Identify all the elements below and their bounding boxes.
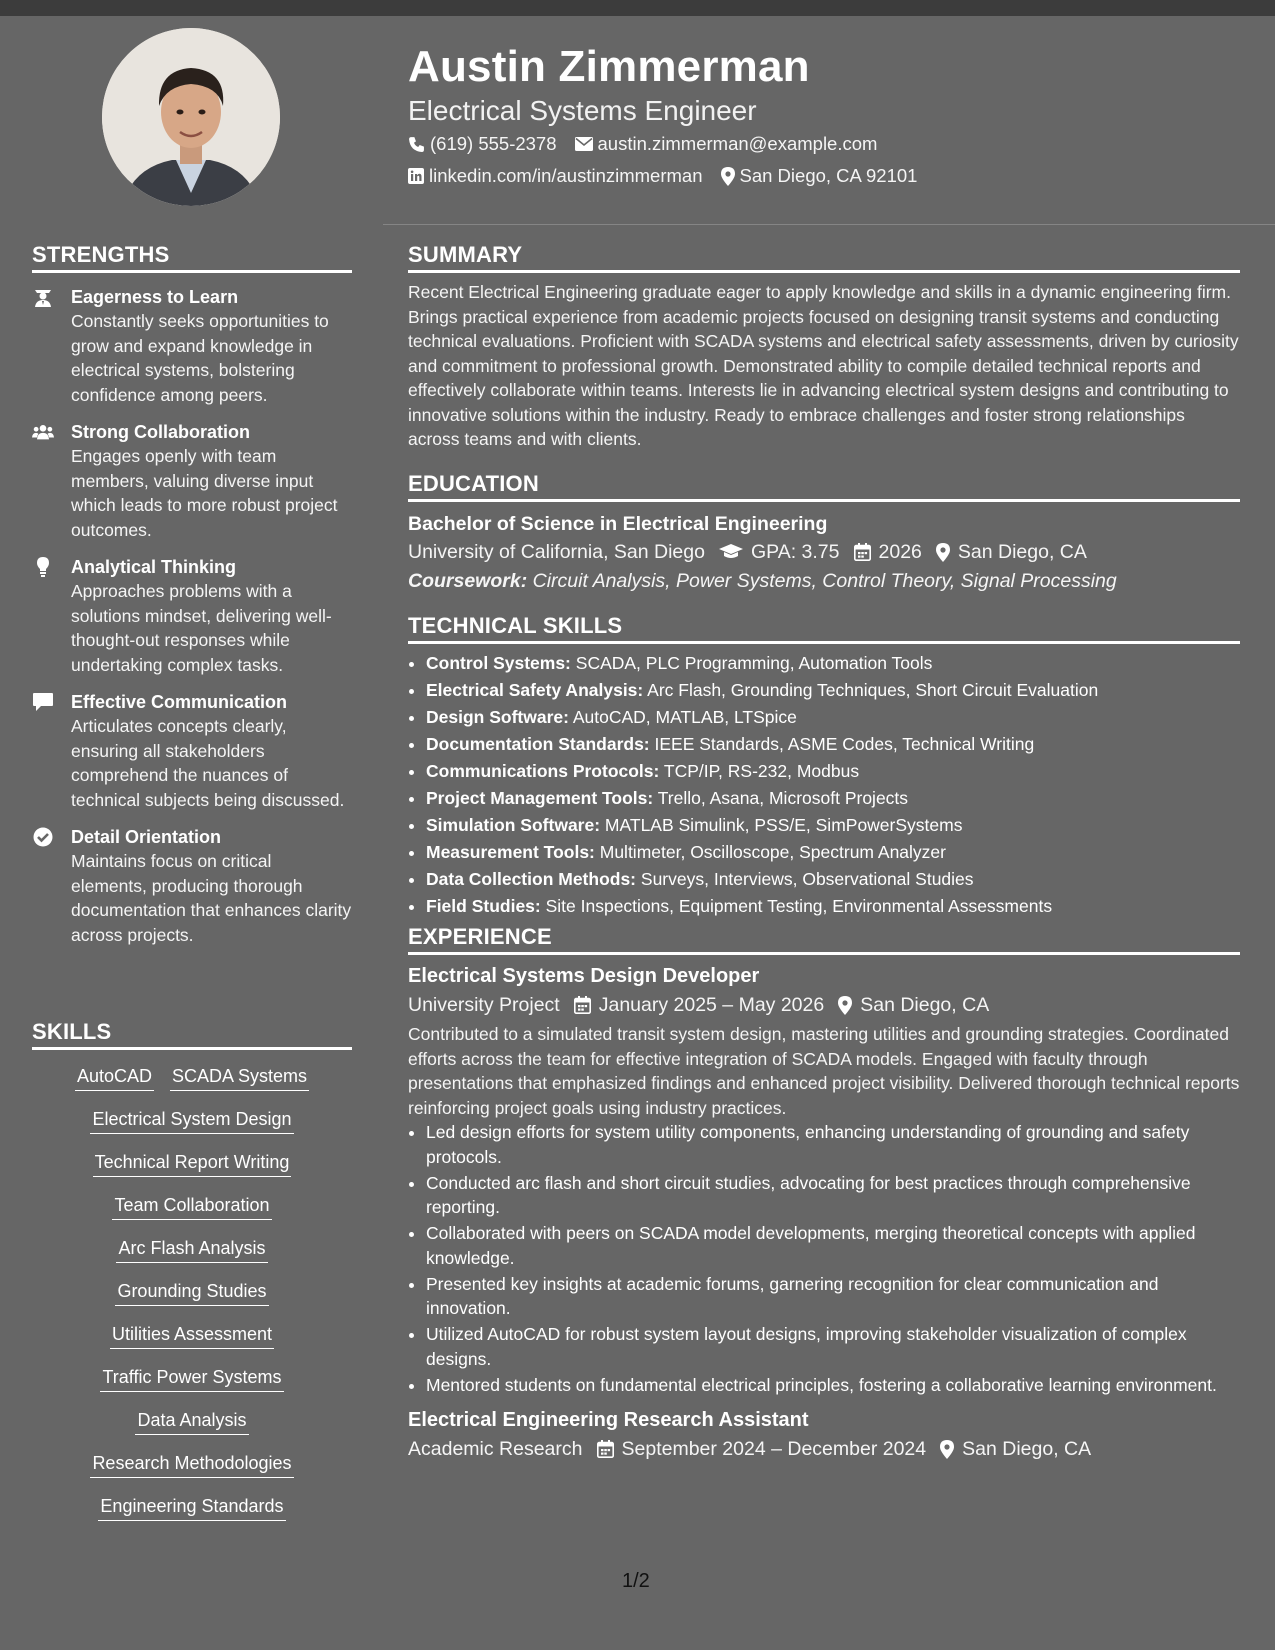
skill-values: Surveys, Interviews, Observational Studies xyxy=(640,869,974,889)
job-title: Electrical Systems Design Developer xyxy=(408,965,760,987)
skill-category: Simulation Software: xyxy=(426,815,601,835)
job-title: Electrical Systems Engineer xyxy=(408,95,757,126)
strength-title: Eagerness to Learn xyxy=(71,287,239,307)
education-location: San Diego, CA xyxy=(957,541,1087,563)
list-item xyxy=(426,812,1240,839)
technical-skills-section xyxy=(408,613,1240,920)
strength-desc: Maintains focus on critical elements, producing thorough documentation that enhances clarity across projects. xyxy=(71,851,352,945)
map-marker-icon xyxy=(721,167,735,186)
location-text: San Diego, CA 92101 xyxy=(739,165,918,186)
technical-skills-list xyxy=(408,650,1240,920)
map-marker-icon xyxy=(838,996,852,1015)
list-item xyxy=(426,650,1240,677)
contact-row-2 xyxy=(408,165,935,187)
skill-category: Measurement Tools: xyxy=(426,842,595,862)
skill-category: Communications Protocols: xyxy=(426,761,660,781)
job-location: San Diego, CA xyxy=(962,1438,1092,1460)
list-item xyxy=(426,893,1240,920)
map-marker-icon xyxy=(940,1440,954,1459)
strength-desc: Constantly seeks opportunities to grow and expand knowledge in electrical systems, bolstering confidence among peers. xyxy=(71,311,329,405)
job-summary: Contributed to a simulated transit system design, mastering utilities and grounding strategies. Coordinated efforts across the team for effective integration of SCADA models. Engaged with faculty through presentations that emphasized findings and enhanced project visibility. Delivered thorough technical reports reinforcing project goals using industry practices. xyxy=(408,1024,1240,1118)
list-item: • Collaborated with peers on SCADA model developments, merging theoretical concepts with applied knowledge. xyxy=(426,1221,1240,1270)
strengths-section xyxy=(32,242,352,947)
phone-contact xyxy=(408,133,557,155)
strength-item xyxy=(32,825,352,947)
comment-icon xyxy=(32,692,54,712)
skill-values: SCADA, PLC Programming, Automation Tools xyxy=(575,653,933,673)
education-meta xyxy=(408,538,1240,566)
skill-values: IEEE Standards, ASME Codes, Technical Writing xyxy=(654,734,1035,754)
summary-section xyxy=(408,242,1240,452)
skill-values: Arc Flash, Grounding Techniques, Short Circuit Evaluation xyxy=(647,680,1099,700)
skill-chip: Technical Report Writing xyxy=(93,1151,292,1177)
skill-category: Project Management Tools: xyxy=(426,788,654,808)
coursework-line xyxy=(408,566,1240,596)
skill-chip: AutoCAD xyxy=(75,1065,154,1091)
job-org: Academic Research xyxy=(408,1438,583,1460)
strength-title: Strong Collaboration xyxy=(71,422,250,442)
skill-chip: Traffic Power Systems xyxy=(100,1366,283,1392)
education-section xyxy=(408,471,1240,596)
skill-chip: Team Collaboration xyxy=(112,1194,271,1220)
graduate-icon xyxy=(32,287,54,307)
skill-category: Field Studies: xyxy=(426,896,541,916)
users-icon xyxy=(32,422,54,442)
graduation-cap-icon xyxy=(719,544,743,560)
list-item xyxy=(426,839,1240,866)
graduation-year: 2026 xyxy=(878,541,922,563)
job-entry xyxy=(408,963,1240,1397)
strength-title: Effective Communication xyxy=(71,692,288,712)
education-heading: EDUCATION xyxy=(408,471,1240,502)
list-item xyxy=(426,785,1240,812)
list-item xyxy=(426,677,1240,704)
skill-chip: Arc Flash Analysis xyxy=(116,1237,267,1263)
list-item: • Led design efforts for system utility components, enhancing understanding of grounding and safety protocols. xyxy=(426,1120,1240,1169)
gpa-text: GPA: 3.75 xyxy=(750,541,840,563)
check-circle-icon xyxy=(32,827,54,847)
strength-desc: Articulates concepts clearly, ensuring all stakeholders comprehend the nuances of technical subjects being discussed. xyxy=(71,716,345,810)
list-item: • Mentored students on fundamental electrical principles, fostering a collaborative learning environment. xyxy=(426,1373,1240,1398)
summary-heading: SUMMARY xyxy=(408,242,1240,273)
list-item xyxy=(426,704,1240,731)
skill-chip: Grounding Studies xyxy=(115,1280,268,1306)
skill-values: Multimeter, Oscilloscope, Spectrum Analyzer xyxy=(599,842,946,862)
skills-section xyxy=(32,1019,352,1538)
strength-title: Analytical Thinking xyxy=(71,557,237,577)
page-number: 1/2 xyxy=(622,1570,650,1592)
skill-values: Trello, Asana, Microsoft Projects xyxy=(657,788,909,808)
header-divider xyxy=(383,224,1275,225)
location-contact xyxy=(721,165,918,187)
job-bullets xyxy=(408,1120,1240,1397)
skill-category: Data Collection Methods: xyxy=(426,869,637,889)
strength-item xyxy=(32,420,352,542)
experience-heading: EXPERIENCE xyxy=(408,924,1240,955)
experience-section xyxy=(408,924,1240,1463)
linkedin-contact[interactable] xyxy=(408,165,703,187)
job-dates: January 2025 – May 2026 xyxy=(598,994,825,1016)
job-org: University Project xyxy=(408,994,560,1016)
skill-category: Control Systems: xyxy=(426,653,571,673)
list-item xyxy=(426,866,1240,893)
list-item: • Utilized AutoCAD for robust system layout designs, improving stakeholder visualization of complex designs. xyxy=(426,1322,1240,1371)
calendar-icon xyxy=(597,1440,614,1458)
envelope-icon xyxy=(575,137,593,151)
skill-category: Electrical Safety Analysis: xyxy=(426,680,644,700)
list-item xyxy=(426,758,1240,785)
job-entry xyxy=(408,1407,1240,1463)
skills-heading: SKILLS xyxy=(32,1019,352,1050)
calendar-icon xyxy=(574,996,591,1014)
skill-values: Site Inspections, Equipment Testing, Environmental Assessments xyxy=(545,896,1053,916)
job-dates: September 2024 – December 2024 xyxy=(621,1438,927,1460)
skill-chip: Data Analysis xyxy=(135,1409,248,1435)
strength-desc: Engages openly with team members, valuing diverse input which leads to more robust project outcomes. xyxy=(71,446,338,540)
list-item xyxy=(426,731,1240,758)
linkedin-icon xyxy=(408,168,424,184)
skills-chips xyxy=(32,1065,352,1521)
lightbulb-icon xyxy=(32,557,54,577)
linkedin-text[interactable]: linkedin.com/in/austinzimmerman xyxy=(429,165,703,186)
calendar-icon xyxy=(854,543,871,561)
skill-values: AutoCAD, MATLAB, LTSpice xyxy=(572,707,797,727)
profile-photo xyxy=(102,28,280,206)
skill-values: TCP/IP, RS-232, Modbus xyxy=(663,761,860,781)
job-location: San Diego, CA xyxy=(860,994,990,1016)
list-item: • Conducted arc flash and short circuit studies, advocating for best practices through comprehensive reporting. xyxy=(426,1171,1240,1220)
skill-chip: Research Methodologies xyxy=(90,1452,293,1478)
strength-item xyxy=(32,555,352,677)
strength-item xyxy=(32,690,352,812)
list-item: • Presented key insights at academic forums, garnering recognition for clear communication and innovation. xyxy=(426,1272,1240,1321)
technical-skills-heading: TECHNICAL SKILLS xyxy=(408,613,1240,644)
skill-chip: Utilities Assessment xyxy=(110,1323,274,1349)
strength-desc: Approaches problems with a solutions mindset, delivering well-thought-out responses while undertaking complex tasks. xyxy=(71,581,332,675)
contact-row-1 xyxy=(408,133,895,155)
email-text[interactable]: austin.zimmerman@example.com xyxy=(597,133,878,154)
job-title: Electrical Engineering Research Assistant xyxy=(408,1409,809,1431)
skill-category: Design Software: xyxy=(426,707,569,727)
phone-text: (619) 555-2378 xyxy=(430,133,557,154)
email-contact[interactable] xyxy=(575,133,878,155)
job-meta xyxy=(408,1435,1240,1463)
skill-category: Documentation Standards: xyxy=(426,734,650,754)
skill-chip: SCADA Systems xyxy=(170,1065,309,1091)
phone-icon xyxy=(408,136,425,153)
strengths-heading: STRENGTHS xyxy=(32,242,352,273)
skill-chip: Electrical System Design xyxy=(90,1108,293,1134)
summary-text: Recent Electrical Engineering graduate eager to apply knowledge and skills in a dynamic engineering firm. Brings practical experience from academic projects focused on designing transit systems and conducting technical evaluations. Proficient with SCADA systems and electrical safety assessments, driven by curiosity and commitment to professional growth. Demonstrated ability to compile detailed technical reports and effectively collaborate within teams. Interests lie in advancing electrical system designs and contributing to innovative solutions within the industry. Ready to embrace challenges and foster strong relationships across teams and with clients. xyxy=(408,282,1239,449)
skill-chip: Engineering Standards xyxy=(98,1495,285,1521)
degree-title: Bachelor of Science in Electrical Engineering xyxy=(408,513,828,535)
strength-title: Detail Orientation xyxy=(71,827,222,847)
skill-values: MATLAB Simulink, PSS/E, SimPowerSystems xyxy=(604,815,963,835)
coursework-label: Coursework: xyxy=(408,570,528,592)
top-bar xyxy=(0,0,1275,16)
map-marker-icon xyxy=(936,543,950,562)
strength-item xyxy=(32,285,352,407)
job-meta xyxy=(408,991,1240,1019)
candidate-name: Austin Zimmerman xyxy=(408,42,810,91)
coursework-text: Circuit Analysis, Power Systems, Control Theory, Signal Processing xyxy=(532,570,1117,592)
school-name: University of California, San Diego xyxy=(408,541,705,563)
